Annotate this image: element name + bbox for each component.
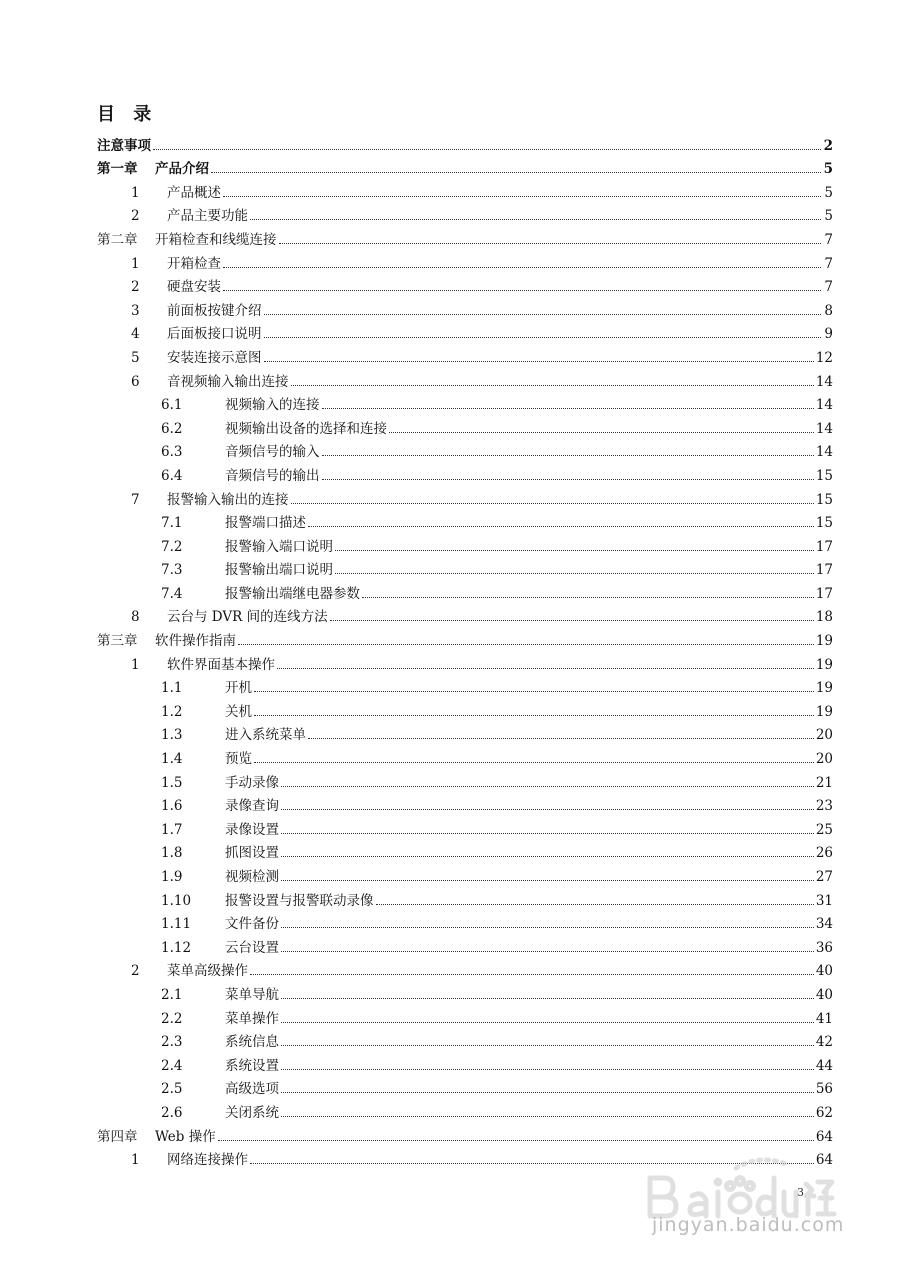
- toc-entry-number: 7.2: [161, 538, 183, 555]
- dot-leader: [153, 148, 821, 150]
- toc-entry-page: 17: [815, 585, 833, 602]
- dot-leader: [322, 478, 814, 480]
- toc-entry[interactable]: [97, 1121, 833, 1145]
- toc-entry-number: 2: [131, 963, 140, 980]
- toc-entry-page: 23: [815, 798, 833, 815]
- toc-entry[interactable]: [97, 342, 833, 366]
- toc-entry-page: 18: [815, 609, 833, 626]
- toc-entry-title: 视频检测: [225, 869, 279, 885]
- toc-entry-number: 1.10: [161, 892, 192, 909]
- toc-entry-title: 云台设置: [225, 939, 279, 956]
- toc-entry-title: 报警输出端继电器参数: [225, 585, 360, 602]
- toc-entry-title: 视频输出设备的选择和连接: [225, 420, 387, 437]
- toc-entry-page: 64: [815, 1152, 833, 1169]
- toc-entry-number: 3: [131, 302, 140, 319]
- dot-leader: [281, 997, 814, 999]
- dot-leader: [281, 926, 814, 928]
- toc-entry-title: 软件操作指南: [155, 633, 236, 650]
- dot-leader: [281, 832, 814, 834]
- toc-entry[interactable]: [97, 956, 833, 980]
- toc-entry[interactable]: [97, 885, 833, 909]
- toc-entry-number: 1.4: [161, 751, 183, 768]
- toc-entry-title: 开机: [225, 680, 252, 697]
- toc-entry-page: 20: [815, 727, 833, 744]
- watermark-url: jingyan.baidu.com: [652, 1214, 845, 1236]
- toc-entry-page: 62: [815, 1104, 833, 1121]
- toc-entry-number: 2.3: [161, 1034, 183, 1051]
- dot-leader: [322, 454, 814, 456]
- dot-leader: [308, 737, 814, 739]
- dot-leader: [281, 855, 814, 857]
- toc-entry-title: 关闭系统: [225, 1104, 279, 1121]
- toc-entry-number: 6: [131, 373, 140, 390]
- toc-entry-number: 2: [131, 279, 140, 296]
- dot-leader: [281, 879, 814, 881]
- toc-entry[interactable]: [97, 625, 833, 649]
- toc-entry-number: 第四章: [97, 1128, 138, 1145]
- toc-entry-title: 产品概述: [167, 184, 221, 201]
- toc-entry[interactable]: [97, 743, 833, 767]
- toc-entry[interactable]: [97, 531, 833, 555]
- toc-entry-title: 开箱检查和线缆连接: [155, 231, 277, 248]
- toc-entry-title: 音视频输入输出连接: [167, 373, 289, 390]
- dot-leader: [264, 313, 822, 315]
- toc-entry-number: 2.6: [161, 1104, 183, 1121]
- toc-entry[interactable]: [97, 838, 833, 862]
- toc-entry-title: 网络连接操作: [167, 1152, 248, 1169]
- toc-entry-number: 第二章: [97, 231, 138, 248]
- toc-entry[interactable]: [97, 979, 833, 1003]
- toc-entry-number: 6.3: [161, 444, 183, 461]
- toc-entry-number: 7: [131, 491, 140, 508]
- toc-entry-title: 后面板接口说明: [167, 326, 262, 343]
- toc-entry-title: 硬盘安装: [167, 279, 221, 296]
- toc-entry-title: 前面板按键介绍: [167, 302, 262, 319]
- toc-entry-number: 第一章: [97, 161, 138, 178]
- toc-entry-page: 15: [815, 491, 833, 508]
- toc-entry-number: 1.11: [161, 916, 192, 933]
- dot-leader: [291, 502, 814, 504]
- toc-entry[interactable]: [97, 673, 833, 697]
- dot-leader: [281, 1091, 814, 1093]
- toc-entry-page: 14: [815, 397, 833, 414]
- toc-entry-page: 64: [815, 1128, 833, 1145]
- dot-leader: [254, 690, 814, 692]
- toc-entry-number: 2.2: [161, 1010, 183, 1027]
- dot-leader: [362, 596, 814, 598]
- toc-entry-page: 19: [815, 703, 833, 720]
- toc-entry-title: 软件界面基本操作: [167, 656, 275, 673]
- toc-entry-number: 2.1: [161, 986, 183, 1003]
- toc-title: 目 录: [97, 104, 158, 125]
- toc-entry-title: 高级选项: [225, 1081, 279, 1098]
- toc-entry-title: 音频信号的输入: [225, 444, 320, 461]
- toc-entry-title: 抓图设置: [225, 845, 279, 862]
- toc-entry-title: 报警端口描述: [225, 515, 306, 532]
- toc-entry-number: 1.7: [161, 821, 183, 838]
- toc-entry-number: 6.1: [161, 397, 183, 414]
- toc-entry-title: 关机: [225, 703, 252, 720]
- dot-leader: [250, 973, 814, 975]
- toc-entry-page: 17: [815, 538, 833, 555]
- dot-leader: [335, 572, 814, 574]
- toc-entry-number: 6.2: [161, 420, 183, 437]
- toc-entry-page: 5: [823, 161, 833, 178]
- toc-entry-page: 40: [815, 986, 833, 1003]
- toc-entry[interactable]: [97, 791, 833, 815]
- toc-entry-title: 文件备份: [225, 916, 279, 933]
- toc-entry-number: 2: [131, 208, 140, 225]
- toc-entry-page: 19: [815, 656, 833, 673]
- toc-entry[interactable]: [97, 130, 833, 154]
- toc-entry-page: 2: [823, 137, 833, 154]
- toc-entry-page: 19: [815, 633, 833, 650]
- toc-entry-page: 5: [824, 184, 833, 201]
- toc-entry[interactable]: [97, 508, 833, 532]
- dot-leader: [281, 1021, 814, 1023]
- toc-entry-number: 6.4: [161, 467, 183, 484]
- toc-entry[interactable]: [97, 154, 833, 178]
- toc-entry-title: 菜单导航: [225, 986, 279, 1003]
- toc-entry[interactable]: [97, 861, 833, 885]
- dot-leader: [264, 360, 814, 362]
- toc-entry-number: 1.3: [161, 727, 183, 744]
- toc-entry[interactable]: [97, 484, 833, 508]
- dot-leader: [238, 643, 814, 645]
- dot-leader: [218, 1139, 814, 1141]
- toc-entry-page: 14: [815, 444, 833, 461]
- dot-leader: [223, 195, 821, 197]
- toc-entry-title: 系统信息: [225, 1034, 279, 1051]
- toc-entry[interactable]: [97, 390, 833, 414]
- toc-entry-number: 1.12: [161, 939, 192, 956]
- dot-leader: [376, 903, 814, 905]
- dot-leader: [291, 384, 814, 386]
- toc-entry-page: 44: [815, 1057, 833, 1074]
- toc-entry-title: 产品主要功能: [167, 208, 248, 225]
- toc-entry-title: 系统设置: [225, 1057, 279, 1074]
- dot-leader: [223, 266, 821, 268]
- dot-leader: [211, 171, 821, 173]
- toc-entry[interactable]: [97, 909, 833, 933]
- toc-entry-page: 14: [815, 420, 833, 437]
- toc-entry-number: 1: [131, 255, 140, 272]
- dot-leader: [281, 808, 814, 810]
- toc-entry-page: 14: [815, 373, 833, 390]
- toc-entry-number: 5: [131, 349, 140, 366]
- dot-leader: [279, 242, 822, 244]
- toc-entry-page: 56: [815, 1081, 833, 1098]
- toc-entry-number: 2.5: [161, 1081, 183, 1098]
- toc-entry-number: 1: [131, 1152, 140, 1169]
- dot-leader: [281, 785, 814, 787]
- toc-entry[interactable]: [97, 578, 833, 602]
- toc-entry-page: 7: [824, 279, 833, 296]
- toc-entry[interactable]: [97, 696, 833, 720]
- toc-entry-page: 8: [824, 302, 833, 319]
- toc-entry-page: 25: [815, 821, 833, 838]
- toc-entry-page: 27: [815, 869, 833, 885]
- toc-entry-page: 15: [815, 467, 833, 484]
- toc-entry[interactable]: [97, 177, 833, 201]
- toc-entry-page: 31: [815, 892, 833, 909]
- toc-entry-title: 产品介绍: [155, 161, 209, 178]
- toc-entry[interactable]: [97, 767, 833, 791]
- dot-leader: [330, 619, 814, 621]
- toc-entry-number: 1.8: [161, 845, 183, 862]
- toc-entry[interactable]: [97, 460, 833, 484]
- toc-entry[interactable]: [97, 248, 833, 272]
- dot-leader: [281, 1068, 814, 1070]
- toc-entry-number: 1.2: [161, 703, 183, 720]
- toc-entry-number: 7.4: [161, 585, 183, 602]
- dot-leader: [223, 289, 821, 291]
- toc-entry-page: 20: [815, 751, 833, 768]
- toc-entry-title: 录像设置: [225, 821, 279, 838]
- toc-entry-number: 7.3: [161, 562, 183, 579]
- toc-entry-number: 4: [131, 326, 140, 343]
- toc-entry-page: 15: [815, 515, 833, 532]
- toc-entry-page: 19: [815, 680, 833, 697]
- toc-entry-title: 视频输入的连接: [225, 397, 320, 414]
- toc-entry-page: 7: [824, 231, 833, 248]
- dot-leader: [264, 336, 822, 338]
- toc-entry-title: 手动录像: [225, 774, 279, 791]
- toc-entry[interactable]: [97, 649, 833, 673]
- toc-entry[interactable]: [97, 224, 833, 248]
- toc-entry[interactable]: [97, 272, 833, 296]
- baidu-jingyan-watermark-icon: [640, 1148, 840, 1268]
- toc-entry-page: 17: [815, 562, 833, 579]
- toc-entry-title: 安装连接示意图: [167, 349, 262, 366]
- dot-leader: [389, 431, 814, 433]
- toc-entry-title: 注意事项: [97, 137, 151, 154]
- dot-leader: [277, 667, 814, 669]
- toc-entry[interactable]: [97, 1003, 833, 1027]
- toc-entry-page: 12: [815, 349, 833, 366]
- toc-entry-page: 9: [824, 326, 833, 343]
- toc-entry-title: 开箱检查: [167, 255, 221, 272]
- toc-entry-page: 42: [815, 1034, 833, 1051]
- toc-entry-number: 1.9: [161, 869, 183, 885]
- dot-leader: [250, 218, 821, 220]
- toc-entry[interactable]: [97, 602, 833, 626]
- dot-leader: [281, 1115, 814, 1117]
- toc-entry-title: 报警输出端口说明: [225, 562, 333, 579]
- dot-leader: [335, 549, 814, 551]
- toc-entry[interactable]: [97, 437, 833, 461]
- toc-entry-page: 7: [824, 255, 833, 272]
- toc-entry-number: 2.4: [161, 1057, 183, 1074]
- dot-leader: [254, 761, 814, 763]
- toc-entry-title: 报警输入输出的连接: [167, 491, 289, 508]
- toc-entry-page: 41: [815, 1010, 833, 1027]
- toc-entry-page: 36: [815, 939, 833, 956]
- toc-entry[interactable]: [97, 932, 833, 956]
- toc-entry-page: 40: [815, 963, 833, 980]
- toc-entry-title: 进入系统菜单: [225, 727, 306, 744]
- toc-entry-page: 5: [824, 208, 833, 225]
- toc-entry[interactable]: [97, 295, 833, 319]
- toc-entry[interactable]: [97, 1074, 833, 1098]
- dot-leader: [254, 714, 814, 716]
- toc-entry[interactable]: [97, 1097, 833, 1121]
- toc-entry-number: 7.1: [161, 515, 183, 532]
- toc-entry-title: 报警设置与报警联动录像: [225, 892, 374, 909]
- toc-entry-title: 音频信号的输出: [225, 467, 320, 484]
- toc-entry-title: Web 操作: [155, 1128, 216, 1145]
- toc-entry-title: 云台与 DVR 间的连线方法: [167, 609, 328, 626]
- toc-entry[interactable]: [97, 814, 833, 838]
- toc-entry[interactable]: [97, 413, 833, 437]
- toc-entry[interactable]: [97, 201, 833, 225]
- dot-leader: [322, 407, 814, 409]
- dot-leader: [308, 525, 814, 527]
- toc-entry-page: 21: [815, 774, 833, 791]
- toc-entry-title: 报警输入端口说明: [225, 538, 333, 555]
- toc-entry-number: 8: [131, 609, 140, 626]
- toc-entry-number: 第三章: [97, 633, 138, 650]
- toc-entry-number: 1.1: [161, 680, 183, 697]
- toc-entry-number: 1.6: [161, 798, 183, 815]
- toc-entry-page: 26: [815, 845, 833, 862]
- toc-entry-title: 录像查询: [225, 798, 279, 815]
- dot-leader: [281, 950, 814, 952]
- toc-entry[interactable]: [97, 1050, 833, 1074]
- toc-entry-title: 预览: [225, 751, 252, 768]
- toc-entry-number: 1.5: [161, 774, 183, 791]
- toc-entry[interactable]: [97, 555, 833, 579]
- toc-entry-title: 菜单操作: [225, 1010, 279, 1027]
- toc-entry[interactable]: [97, 366, 833, 390]
- toc-entry-page: 34: [815, 916, 833, 933]
- toc-entry[interactable]: [97, 1027, 833, 1051]
- toc-entry[interactable]: [97, 720, 833, 744]
- toc-entry-title: 菜单高级操作: [167, 963, 248, 980]
- table-of-contents: [97, 130, 833, 1168]
- dot-leader: [281, 1044, 814, 1046]
- page-number: 3: [797, 1186, 804, 1199]
- toc-entry-number: 1: [131, 656, 140, 673]
- toc-entry-number: 1: [131, 184, 140, 201]
- toc-entry[interactable]: [97, 319, 833, 343]
